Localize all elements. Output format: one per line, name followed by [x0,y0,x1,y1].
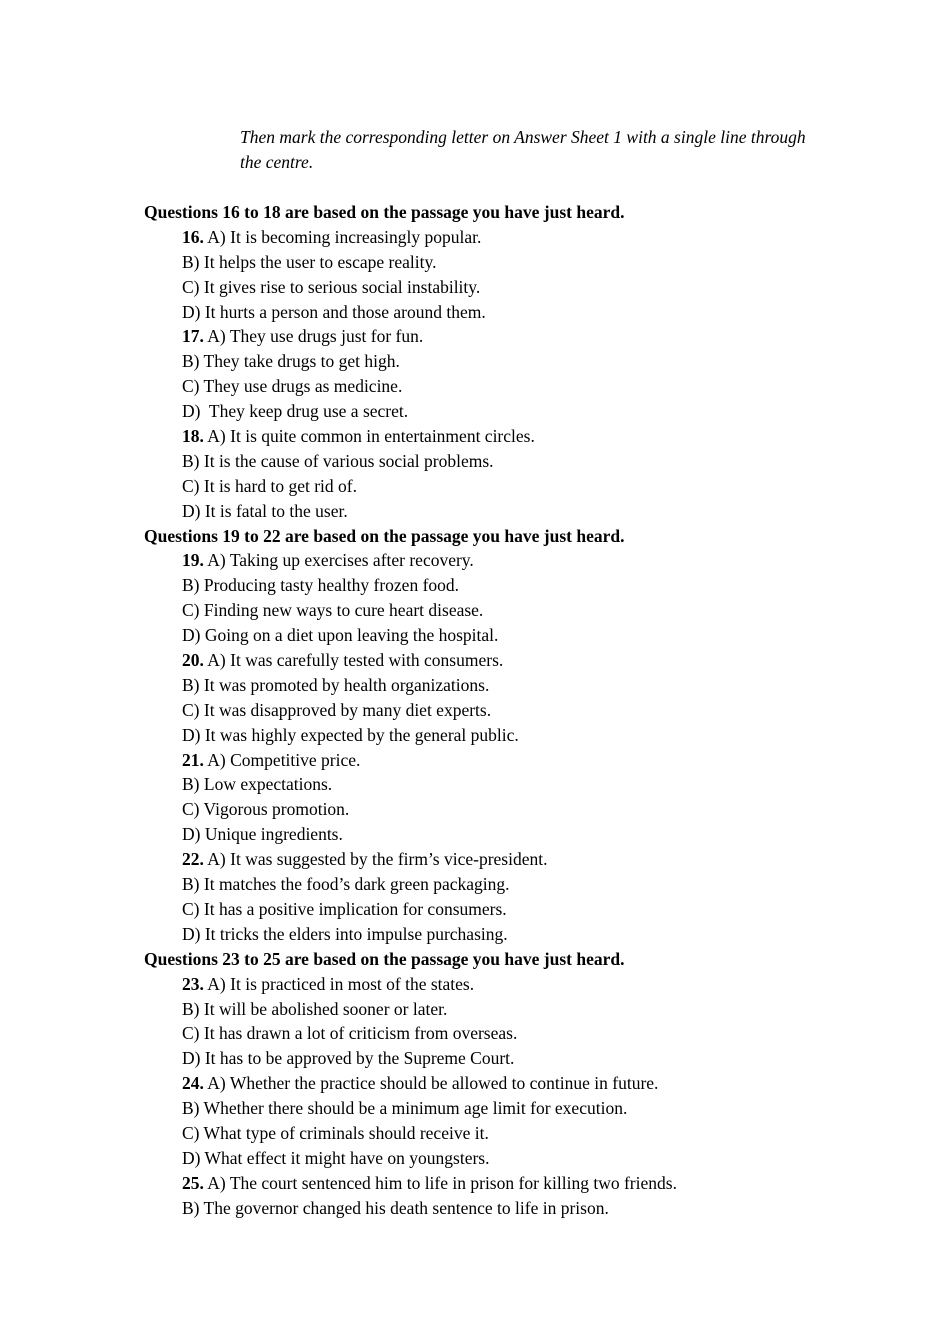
answer-option [0,424,950,449]
option-text: A) It is practiced in most of the states. [207,973,475,994]
answer-option [0,648,950,673]
option-text: C) It is hard to get rid of. [182,475,357,496]
answer-option [0,922,950,947]
answer-option [0,748,950,773]
question-number: 24. [182,1073,204,1094]
answer-option [0,399,950,424]
question-number: 25. [182,1172,204,1193]
answer-option [0,797,950,822]
option-text: B) Whether there should be a minimum age limit for execution. [182,1098,628,1119]
option-text: C) It gives rise to serious social instability. [182,276,481,297]
option-text: A) It was carefully tested with consumers. [207,650,504,671]
answer-option [0,449,950,474]
answer-option [0,723,950,748]
option-text: A) It is becoming increasingly popular. [207,226,482,247]
option-text: B) Producing tasty healthy frozen food. [182,575,460,596]
option-text: B) They take drugs to get high. [182,351,400,372]
answer-option [0,1071,950,1096]
section-heading: Questions 19 to 22 are based on the passage you have just heard. [144,525,625,546]
option-text: C) What type of criminals should receive it. [182,1122,489,1143]
option-text: D) Going on a diet upon leaving the hospital. [182,625,499,646]
option-text: D) Unique ingredients. [182,824,343,845]
option-text: A) Competitive price. [207,749,361,770]
question-number: 21. [182,749,204,770]
option-text: A) They use drugs just for fun. [207,326,424,347]
answer-option [0,673,950,698]
answer-option [0,1171,950,1196]
answer-option [0,275,950,300]
answer-option [0,897,950,922]
section-heading: Questions 23 to 25 are based on the passage you have just heard. [144,948,625,969]
question-list [0,200,950,1221]
answer-option [0,623,950,648]
question-number: 19. [182,550,204,571]
answer-option [0,698,950,723]
option-text: C) Vigorous promotion. [182,799,350,820]
option-text: C) They use drugs as medicine. [182,376,403,397]
option-text: B) It will be abolished sooner or later. [182,998,448,1019]
answer-option [0,474,950,499]
option-text: B) The governor changed his death sentence to life in prison. [182,1197,609,1218]
answer-option [0,822,950,847]
answer-option [0,997,950,1022]
option-text: B) It helps the user to escape reality. [182,251,437,272]
option-text: A) The court sentenced him to life in prison for killing two friends. [207,1172,677,1193]
answer-option [0,499,950,524]
instruction-text: Then mark the corresponding letter on Answer Sheet 1 with a single line through the centre. [240,127,806,172]
option-text: C) It has a positive implication for consumers. [182,898,507,919]
option-text: A) Whether the practice should be allowed to continue in future. [207,1073,659,1094]
option-text: D) It has to be approved by the Supreme Court. [182,1048,515,1069]
option-text: B) It was promoted by health organizations. [182,674,490,695]
answer-option [0,573,950,598]
question-number: 22. [182,849,204,870]
option-text: D) They keep drug use a secret. [182,401,409,422]
answer-option [0,872,950,897]
answer-option [0,1196,950,1221]
section-heading: Questions 16 to 18 are based on the passage you have just heard. [144,202,625,222]
option-text: C) It has drawn a lot of criticism from overseas. [182,1023,518,1044]
answer-option [0,349,950,374]
answer-option [0,598,950,623]
question-number: 16. [182,226,204,247]
answer-option [0,772,950,797]
question-number: 23. [182,973,204,994]
answer-option [0,548,950,573]
answer-option [0,374,950,399]
answer-option [0,847,950,872]
answer-option [0,1096,950,1121]
option-text: D) It is fatal to the user. [182,500,348,521]
option-text: D) What effect it might have on youngsters. [182,1147,490,1168]
option-text: A) It was suggested by the firm’s vice-president. [207,849,548,870]
answer-option [0,1046,950,1071]
answer-option [0,300,950,325]
answer-option [0,324,950,349]
option-text: D) It was highly expected by the general public. [182,724,519,745]
option-text: B) It is the cause of various social problems. [182,450,494,471]
option-text: C) Finding new ways to cure heart disease. [182,600,484,621]
option-text: C) It was disapproved by many diet experts. [182,699,492,720]
answer-option [0,250,950,275]
answer-option [0,225,950,250]
answer-option [0,1146,950,1171]
question-number: 20. [182,650,204,671]
question-number: 17. [182,326,204,347]
option-text: B) It matches the food’s dark green packaging. [182,874,510,895]
answer-option [0,1021,950,1046]
answer-option [0,972,950,997]
answer-option [0,1121,950,1146]
option-text: D) It tricks the elders into impulse purchasing. [182,923,508,944]
option-text: A) Taking up exercises after recovery. [207,550,474,571]
question-number: 18. [182,426,204,447]
option-text: D) It hurts a person and those around them. [182,301,486,322]
option-text: B) Low expectations. [182,774,333,795]
option-text: A) It is quite common in entertainment circles. [207,426,535,447]
